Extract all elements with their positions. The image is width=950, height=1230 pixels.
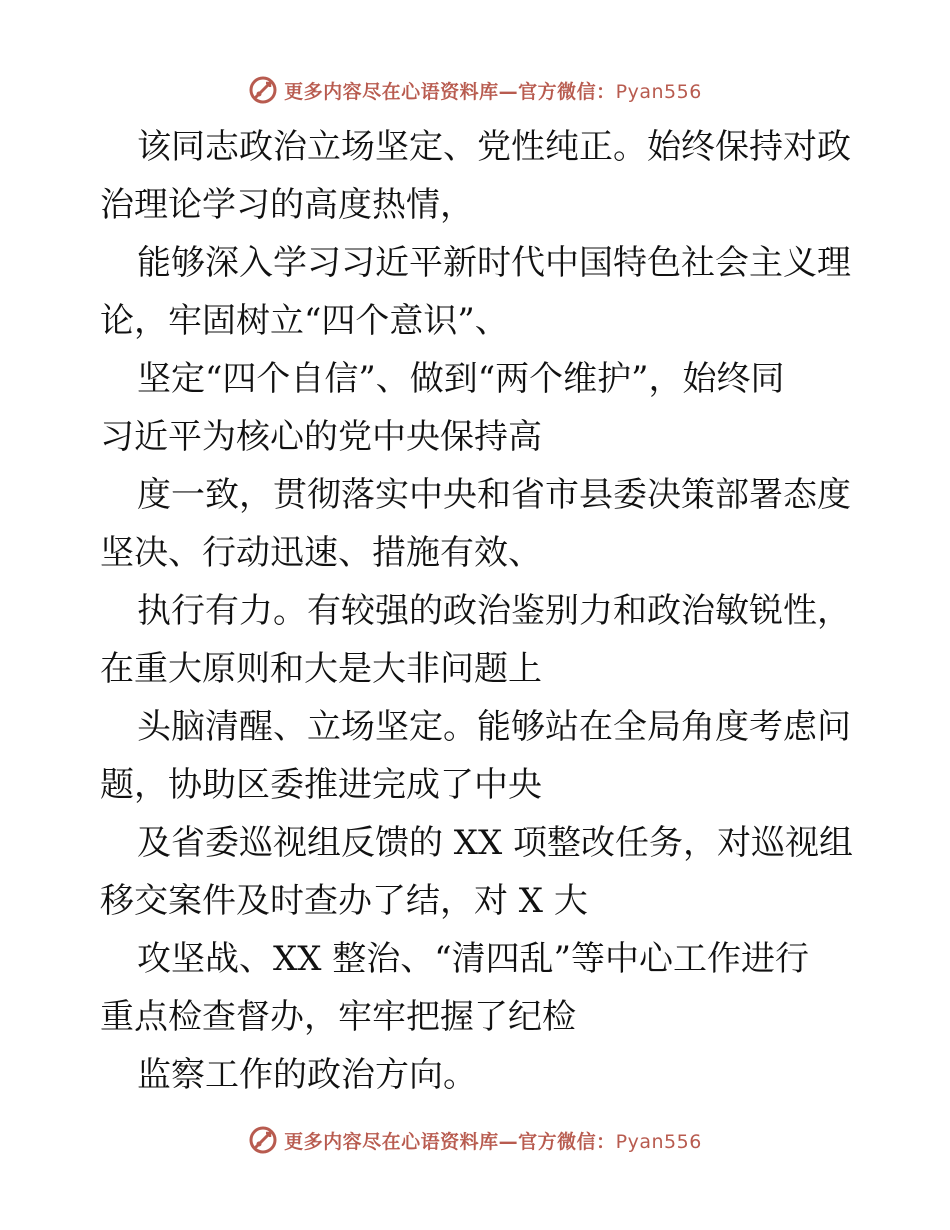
banner-text: 更多内容尽在心语资料库—官方微信：Pyan556: [284, 80, 702, 103]
text-line: 头脑清醒、立场坚定。能够站在全局角度考虑问: [137, 707, 851, 747]
text-line: 能够深入学习习近平新时代中国特色社会主义理: [137, 243, 851, 283]
banner-text: 更多内容尽在心语资料库—官方微信：Pyan556: [284, 1130, 702, 1153]
text-line: 该同志政治立场坚定、党性纯正。始终保持对政: [137, 127, 851, 167]
text-line: 治理论学习的高度热情，: [100, 185, 474, 225]
text-line: 执行有力。有较强的政治鉴别力和政治敏锐性，: [137, 591, 851, 631]
paragraph: [100, 698, 860, 814]
paragraph: [100, 930, 860, 1046]
paragraph: [100, 582, 860, 698]
text-line: 题，协助区委推进完成了中央: [100, 765, 542, 805]
text-line: 坚定“四个自信”、做到“两个维护”，始终同: [137, 359, 785, 399]
header-watermark-banner: [0, 72, 950, 108]
paragraph: [100, 466, 860, 582]
text-line: 及省委巡视组反馈的 XX 项整改任务，对巡视组: [137, 823, 854, 863]
paragraph: [100, 1046, 860, 1104]
paragraph: [100, 350, 860, 466]
text-line: 移交案件及时查办了结，对 X 大: [100, 881, 588, 921]
text-line: 攻坚战、XX 整治、“清四乱”等中心工作进行: [137, 939, 809, 979]
text-line: 论，牢固树立“四个意识”、: [100, 301, 509, 341]
footer-watermark-banner: [0, 1122, 950, 1158]
logo-icon: [248, 75, 278, 105]
text-line: 监察工作的政治方向。: [137, 1055, 477, 1095]
paragraph: [100, 234, 860, 350]
text-line: 坚决、行动迅速、措施有效、: [100, 533, 542, 573]
text-line: 在重大原则和大是大非问题上: [100, 649, 542, 689]
paragraph: [100, 814, 860, 930]
paragraph: [100, 118, 860, 234]
text-line: 度一致，贯彻落实中央和省市县委决策部署态度: [137, 475, 851, 515]
document-body: [100, 118, 860, 1104]
logo-icon: [248, 1125, 278, 1155]
text-line: 重点检查督办，牢牢把握了纪检: [100, 997, 576, 1037]
text-line: 习近平为核心的党中央保持高: [100, 417, 542, 457]
